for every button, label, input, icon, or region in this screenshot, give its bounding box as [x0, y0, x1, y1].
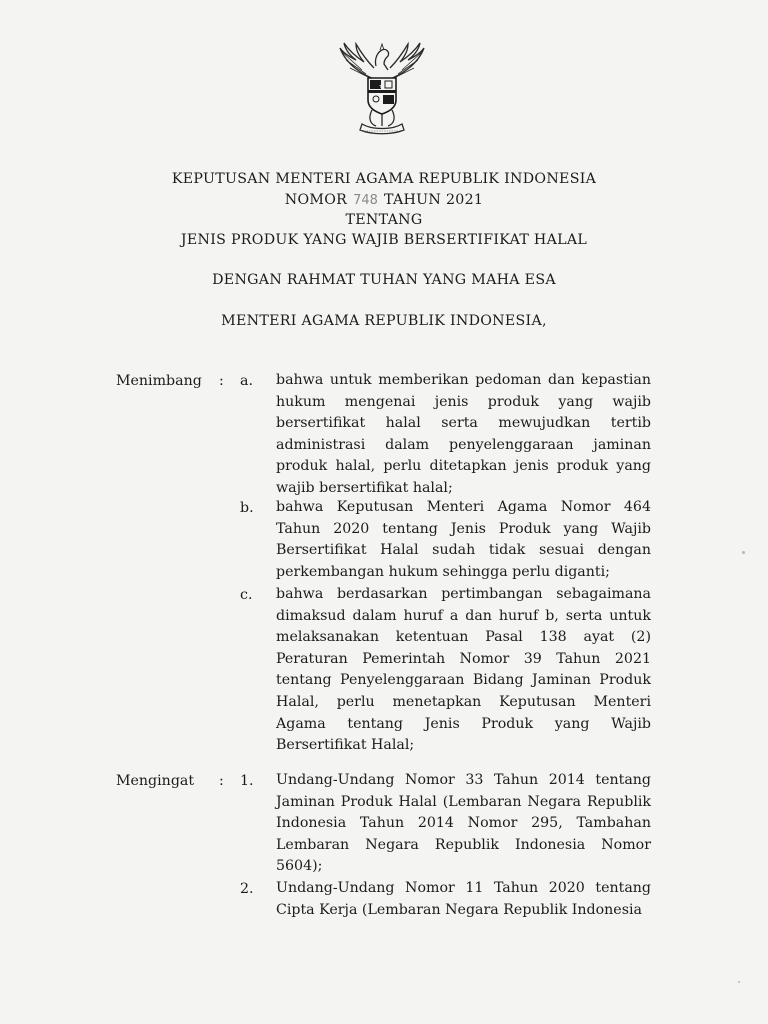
mengingat-label: Mengingat [116, 773, 195, 789]
rahmat-heading: DENGAN RAHMAT TUHAN YANG MAHA ESA [212, 272, 556, 288]
tentang-heading: TENTANG [345, 212, 423, 228]
decree-title: KEPUTUSAN MENTERI AGAMA REPUBLIK INDONESIA [171, 171, 597, 187]
mengingat-item-1: Undang-Undang Nomor 33 Tahun 2014 tentang Jaminan Produk Halal (Lembaran Negara Republik Indonesia Tahun 2014 Nomor 295, Tambahan Lembaran Negara Republik Indonesia Nomor 5604); [276, 772, 651, 875]
decree-number-stamp: 748 [353, 193, 378, 208]
menimbang-colon: : [219, 373, 224, 389]
decree-number-line [0, 192, 768, 208]
mengingat-marker-1: 1. [240, 773, 254, 789]
menimbang-item-a: bahwa untuk memberikan pedoman dan kepastian hukum mengenai jenis produk yang wajib bersertifikat halal serta mewujudkan tertib administrasi dalam penyelenggaraan jaminan produk halal, perlu ditetapkan jenis produk yang wajib bersertifikat halal; [276, 372, 651, 496]
menimbang-marker-a: a. [240, 373, 253, 389]
mengingat-marker-2: 2. [240, 881, 254, 897]
mengingat-item-2: Undang-Undang Nomor 11 Tahun 2020 tentang Cipta Kerja (Lembaran Negara Republik Indonesia [276, 880, 651, 918]
menimbang-marker-b: b. [240, 500, 254, 516]
nomor-suffix: TAHUN 2021 [383, 192, 484, 208]
menimbang-marker-c: c. [240, 587, 253, 603]
minister-heading: MENTERI AGAMA REPUBLIK INDONESIA, [221, 313, 547, 329]
garuda-emblem-icon [332, 40, 432, 136]
menimbang-item-c: bahwa berdasarkan pertimbangan sebagaimana dimaksud dalam huruf a dan huruf b, serta untuk melaksanakan ketentuan Pasal 138 ayat (2) Peraturan Pemerintah Nomor 39 Tahun 2021 tentang Penyelenggaraan Bidang Jaminan Produk Halal, perlu menetapkan Keputusan Menteri Agama tentang Jenis Produk yang Wajib Bersertifikat Halal; [276, 586, 651, 754]
scan-speck [742, 551, 745, 554]
decree-subject: JENIS PRODUK YANG WAJIB BERSERTIFIKAT HALAL [180, 232, 588, 248]
mengingat-colon: : [219, 773, 224, 789]
menimbang-item-b: bahwa Keputusan Menteri Agama Nomor 464 Tahun 2020 tentang Jenis Produk yang Wajib Bersertifikat Halal sudah tidak sesuai dengan perkembangan hukum sehingga perlu diganti; [276, 499, 651, 580]
nomor-prefix: NOMOR [284, 192, 348, 208]
menimbang-label: Menimbang [116, 373, 202, 389]
scan-speck [738, 981, 740, 983]
